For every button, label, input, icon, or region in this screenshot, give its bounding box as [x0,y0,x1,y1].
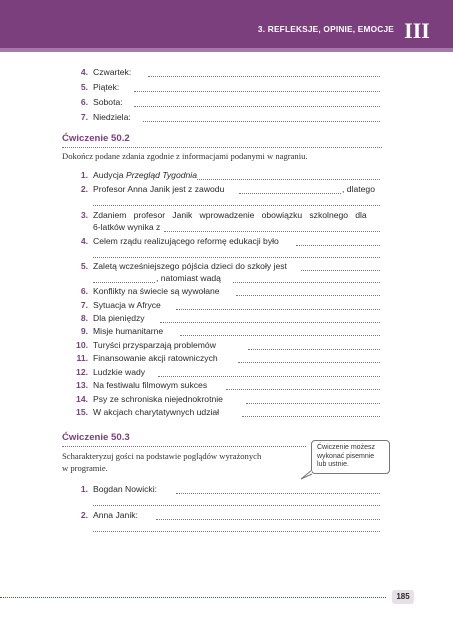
section-number: III [404,18,430,43]
item-number: 5. [80,261,88,271]
list-item [70,394,223,405]
item-label: Niedziela: [93,112,131,122]
list-item [70,380,207,391]
item-text: Dla pieniędzy [93,313,145,323]
list-item [70,367,145,378]
item-text: Ludzkie wady [93,367,146,377]
tip-bubble [311,440,390,474]
answer-line[interactable] [301,262,380,271]
item-number: 7. [80,300,88,310]
answer-line[interactable] [134,83,380,92]
item-text: Misje humanitarne [93,326,164,336]
list-item [70,313,145,324]
list-item-guest [70,484,157,495]
list-item-day [70,82,119,93]
item-suffix: , dlatego [342,184,375,194]
list-item [70,353,218,364]
item-label: Piątek: [93,82,120,92]
item-text-continued: 6-latków wynika z [93,222,161,232]
list-item [70,326,163,337]
item-text: Celem rządu realizującego reformę edukacji było [93,236,279,246]
exercise-instruction-continued: w programie. [62,463,108,473]
answer-line[interactable] [143,113,380,122]
answer-line[interactable] [239,185,341,194]
item-label: Bogdan Nowicki: [93,484,158,494]
answer-line[interactable] [93,249,380,258]
item-number: 15. [76,407,88,417]
answer-line[interactable] [93,197,380,206]
answer-line[interactable] [164,223,380,232]
answer-line[interactable] [238,354,380,363]
page-number: 185 [392,590,414,604]
answer-line[interactable] [158,368,380,377]
answer-line[interactable] [180,327,380,336]
item-text: Sytuacja w Afryce [93,300,161,310]
item-text: Audycja [93,170,126,180]
answer-line[interactable] [93,497,380,506]
exercise-instruction: Scharakteryzuj gości na podstawie poglądów wyrażonych [62,451,262,461]
list-item [70,407,219,418]
item-number: 13. [76,380,88,390]
item-label: Anna Janik: [93,510,138,520]
list-item-guest [70,510,138,521]
item-number: 14. [76,394,88,404]
exercise-instruction: Dokończ podane zdania zgodnie z informacjami podanymi w nagraniu. [62,151,308,161]
item-number: 6. [80,286,88,296]
item-number: 9. [80,326,88,336]
item-text: W akcjach charytatywnych udział [93,407,220,417]
item-text: Psy ze schroniska niejednokrotnie [93,394,223,404]
list-item [70,184,224,195]
exercise-divider [62,147,382,148]
answer-line[interactable] [176,485,380,494]
item-text: Zaletą wcześniejszego pójścia dzieci do szkoły jest [93,261,287,271]
exercise-title: Ćwiczenie 50.2 [62,133,130,144]
item-number: 7. [80,112,88,122]
list-item [70,210,367,221]
chapter-title: 3. REFLEKSJE, OPINIE, EMOCJE [257,24,394,34]
answer-line[interactable] [134,98,380,107]
item-text: Turyści przysparzają problemów [93,340,216,350]
footer-dotted-rule [0,597,386,598]
tip-text: wykonać pisemnie [317,452,375,460]
answer-line[interactable] [197,171,380,180]
tip-text: Ćwiczenie możesz [317,444,375,451]
item-number: 2. [80,510,88,520]
answer-line[interactable] [93,274,155,283]
exercise-divider [62,446,306,447]
answer-line[interactable] [248,341,380,350]
item-number: 3. [80,210,88,220]
list-item [70,170,197,181]
item-label: Czwartek: [93,67,132,77]
tip-text: lub ustnie. [317,461,349,469]
item-number: 1. [80,484,88,494]
answer-line[interactable] [236,287,380,296]
item-number: 11. [76,353,88,363]
answer-line[interactable] [160,314,380,323]
program-title: Przegląd Tygodnia [125,170,197,180]
item-text: Zdaniem profesor Janik wprowadzenie obowiązku szkolnego dla [93,210,367,220]
item-number: 6. [80,97,88,107]
answer-line[interactable] [242,408,380,417]
item-number: 4. [80,67,88,77]
answer-line[interactable] [296,237,380,246]
item-text: Na festiwalu filmowym sukces [93,380,208,390]
list-item [70,286,220,297]
item-text: Konflikty na świecie są wywołane [93,286,220,296]
answer-line[interactable] [233,274,380,283]
answer-line[interactable] [176,301,380,310]
list-item [70,340,216,351]
item-text-continued: , natomiast wadą [156,273,221,283]
list-item [70,236,279,247]
item-number: 10. [76,340,88,350]
header-accent-strip [0,48,453,52]
list-item [70,300,161,311]
answer-line[interactable] [226,381,380,390]
item-text: Finansowanie akcji ratowniczych [93,353,218,363]
item-label: Sobota: [93,97,123,107]
list-item-day [70,97,123,108]
item-number: 8. [80,313,88,323]
item-number: 2. [80,184,88,194]
list-item-day [70,112,131,123]
answer-line[interactable] [246,395,380,404]
item-text: Profesor Anna Janik jest z zawodu [93,184,225,194]
item-number: 1. [80,170,88,180]
exercise-title: Ćwiczenie 50.3 [62,432,130,443]
answer-line[interactable] [93,523,380,532]
item-number: 12. [76,367,88,377]
list-item-day [70,67,131,78]
list-item [70,261,287,272]
item-number: 4. [80,236,88,246]
answer-line[interactable] [156,511,380,520]
answer-line[interactable] [148,68,380,77]
tip-bubble-pointer [300,470,314,480]
item-number: 5. [80,82,88,92]
